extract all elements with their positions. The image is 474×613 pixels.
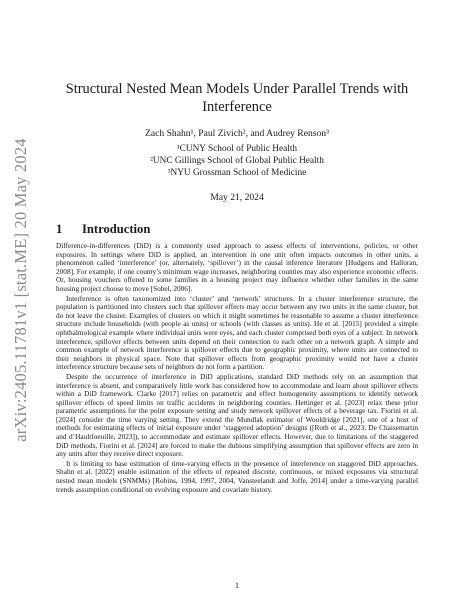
section-title: Introduction — [82, 222, 151, 236]
affiliation-3: ³NYU Grossman School of Medicine — [167, 168, 307, 178]
paragraph-3: Despite the occurrence of interference in DiD applications, standard DiD methods rely on an assumption that interference is absent, and comparatively little work has considered how to accommodate and learn about spillover effects within a DiD framework. Clarke [2017] relies on parametric and effect homogeneity assumptions to identify network spillover effects of speed limits on traffic accidents in neighboring counties. Hettinger et al. [2023] relax these prior parametric assumptions for the point exposure setting and study network spillover effects of a beverage tax. Fiorini et al. [2024] consider the time varying setting. They extend the Mundlak estimator of Wooldridge [2021], one of a host of methods for estimating effects of initial exposure under ‘staggered adoption’ designs ([Roth et al., 2023, De Chaisemartin and d’Haultfoeuille, 2023]), to accommodate and estimate spillover effects. However, due to limitations of the staggered DiD methods, Fiorini et al. [2024] are forced to make the dubious simplifying assumption that spillover effects are zero in any units after they receive direct exposure. — [56, 371, 418, 459]
paragraph-1: Difference-in-differences (DiD) is a commonly used approach to assess effects of interventions, policies, or other exposures. In settings where DiD is applied, an intervention in one unit often impacts outcomes in other units, a phenomenon called ‘interference’ (or, alternately, ‘spillover’) in the causal inference literature [Hudgens and Halloran, 2008]. For example, if one county’s minimum wage increases, neighboring counties may also experience economic effects. Or, housing vouchers offered to some families in a housing project may influence whether other families in the same housing project choose to move [Sobel, 2006]. — [56, 241, 418, 293]
affiliation-list — [60, 143, 414, 179]
paper-date: May 21, 2024 — [210, 192, 264, 203]
page-number: 1 — [234, 580, 240, 590]
paragraph-4: It is limiting to base estimation of time-varying effects in the presence of interference on staggered DiD approaches. Shahn et al. [2022] enable estimation of the effects of repeated discrete, continuous, or mixed exposures via structural nested mean models (SNMMs) [Robins, 1994, 1997, 2004, Vansteelandt and Joffe, 2014] under a time-varying parallel trends assumption conditional on evolving exposure and covariate history. — [56, 458, 418, 494]
introduction-body — [56, 242, 418, 495]
section-heading-introduction — [56, 222, 150, 237]
paragraph-2: Interference is often taxonomized into ‘cluster’ and ‘network’ structures. In a cluster interference structure, the population is partitioned into clusters such that spillover effects may occur between any two units in the same cluster, but do not leave the cluster. Examples of clusters on which it might sometimes be reasonable to assume a cluster interference structure include households (with people as units) or schools (with classes as units). He et al. [2015] provided a simple ophthalmological example where individual units were eyes, and each cluster comprised both eyes of a subject. In network interference, spillover effects between units depend on their connection to each other on a network graph. A simple and common example of network interference is spillover effects due to geographic proximity, where units are connected to their neighbors in physical space. Note that spillover effects from geographic proximity would not have a cluster interference structure because sets of neighbors do not form a partition. — [56, 293, 418, 372]
paper-title: Structural Nested Mean Models Under Parallel Trends with Interference — [65, 81, 409, 115]
section-number: 1 — [56, 222, 63, 236]
author-list: Zach Shahn¹, Paul Zivich², and Audrey Renson³ — [145, 128, 329, 139]
affiliation-2: ²UNC Gillings School of Global Public Health — [150, 156, 324, 166]
affiliation-1: ¹CUNY School of Public Health — [176, 144, 298, 154]
arxiv-identifier-sidebar — [9, 140, 33, 440]
arxiv-identifier: arXiv:2405.11781v1 [stat.ME] 20 May 2024 — [11, 138, 30, 442]
